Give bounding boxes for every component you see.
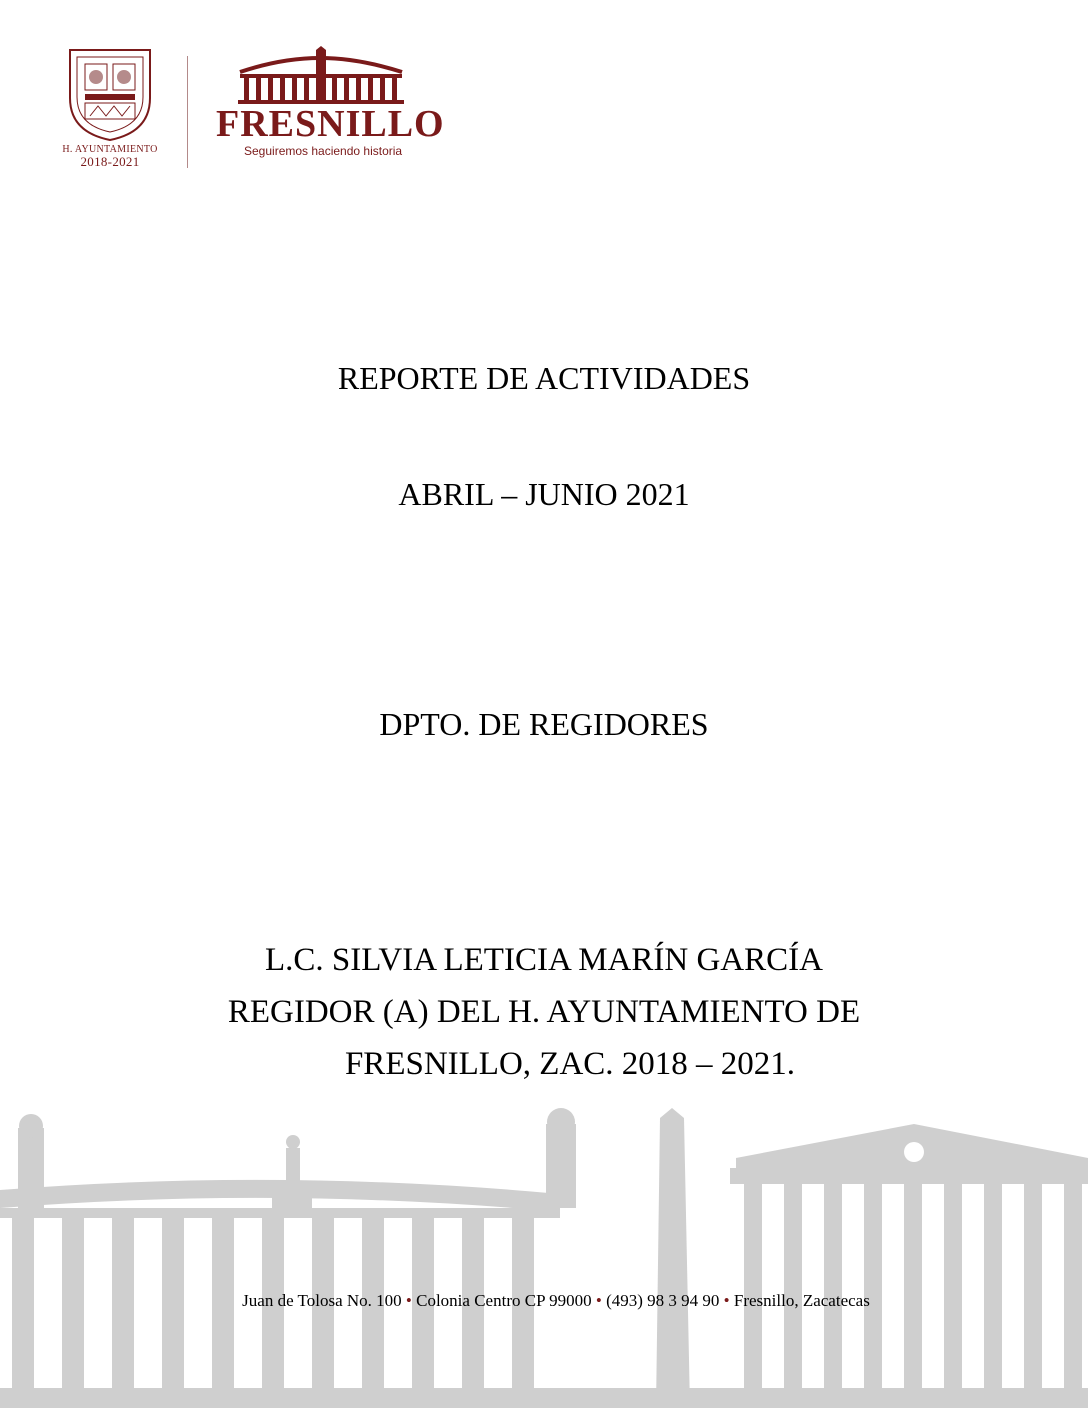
position-line-1: REGIDOR (A) DEL H. AYUNTAMIENTO DE — [227, 994, 861, 1030]
address-street: Juan de Tolosa No. 100 — [242, 1291, 402, 1310]
fresnillo-logo — [212, 46, 445, 166]
report-period: ABRIL – JUNIO 2021 — [398, 476, 690, 512]
brand-name: FRESNILLO — [216, 103, 445, 145]
signature-block — [0, 934, 1088, 1090]
seal-years: 2018-2021 — [80, 154, 140, 169]
address-phone: (493) 98 3 94 90 — [606, 1291, 720, 1310]
monument-arcade-icon — [212, 46, 432, 106]
separator-dot: • — [405, 1291, 412, 1310]
report-title: REPORTE DE ACTIVIDADES — [337, 360, 751, 396]
position-line-2: FRESNILLO, ZAC. 2018 – 2021. — [344, 1046, 796, 1082]
footer-address — [0, 1291, 1088, 1311]
person-name: L.C. SILVIA LETICIA MARÍN GARCÍA — [265, 942, 823, 978]
separator-dot: • — [595, 1291, 602, 1310]
monuments-silhouette — [0, 1108, 1088, 1408]
separator-dot: • — [723, 1291, 730, 1310]
header-divider — [187, 56, 188, 168]
department-name: DPTO. DE REGIDORES — [379, 706, 709, 742]
address-colonia: Colonia Centro CP 99000 — [416, 1291, 592, 1310]
seal-caption: H. AYUNTAMIENTO — [62, 144, 158, 155]
brand-slogan: Seguiremos haciendo historia — [244, 144, 403, 158]
address-city: Fresnillo, Zacatecas — [733, 1291, 870, 1310]
coat-of-arms-icon — [58, 40, 162, 144]
municipal-seal — [58, 40, 162, 172]
